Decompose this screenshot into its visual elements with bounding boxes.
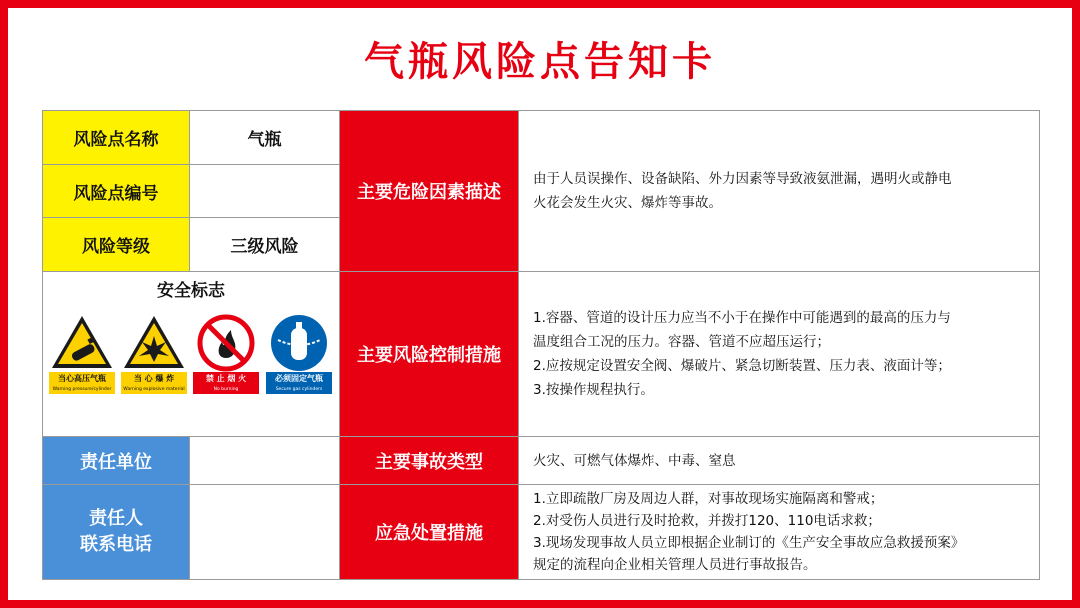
responsible-person-value xyxy=(189,484,340,580)
sign-sublabel: No burning xyxy=(193,386,259,394)
sign-sublabel: Warning pressure/cylinder xyxy=(49,386,115,394)
safety-signs-title: 安全标志 xyxy=(157,281,225,301)
risk-name-value: 气瓶 xyxy=(189,110,340,165)
emergency-line: 规定的流程向企业相关管理人员进行事故报告。 xyxy=(533,557,817,573)
high-pressure-cylinder-warning-icon xyxy=(49,312,115,372)
risk-name-label: 风险点名称 xyxy=(42,110,190,165)
responsible-unit-value xyxy=(189,436,340,485)
accident-type-label: 主要事故类型 xyxy=(339,436,519,485)
emergency-line: 3.现场发现事故人员立即根据企业制订的《生产安全事故应急救援预案》 xyxy=(533,535,965,551)
hazard-label: 主要危险因素描述 xyxy=(339,110,519,272)
hazard-line: 火花会发生火灾、爆炸等事故。 xyxy=(533,195,722,211)
sign-no-fire xyxy=(193,312,259,394)
no-fire-icon xyxy=(193,312,259,372)
sign-label: 当心高压气瓶 xyxy=(49,372,115,386)
emergency-label: 应急处置措施 xyxy=(339,484,519,580)
sign-secure-cylinder xyxy=(266,312,332,394)
control-line: 温度组合工况的压力。容器、管道不应超压运行； xyxy=(533,334,830,350)
sign-label: 必须固定气瓶 xyxy=(266,372,332,386)
emergency-measures xyxy=(518,484,1040,580)
card-title: 气瓶风险点告知卡 xyxy=(364,39,716,85)
risk-level-label: 风险等级 xyxy=(42,217,190,272)
control-line: 1.容器、管道的设计压力应当不小于在操作中可能遇到的最高的压力与 xyxy=(533,310,951,326)
risk-code-value xyxy=(189,164,340,218)
hazard-line: 由于人员误操作、设备缺陷、外力因素等导致液氨泄漏，遇明火或静电 xyxy=(533,171,952,187)
sign-sublabel: Warning explosive material xyxy=(121,386,187,394)
control-line: 3.按操作规程执行。 xyxy=(533,382,654,398)
sign-label: 当 心 爆 炸 xyxy=(121,372,187,386)
control-measures xyxy=(518,271,1040,437)
responsible-unit-label: 责任单位 xyxy=(42,436,190,485)
responsible-person-label-line1: 责任人 xyxy=(89,508,143,529)
emergency-line: 1.立即疏散厂房及周边人群，对事故现场实施隔离和警戒； xyxy=(533,491,884,507)
emergency-line: 2.对受伤人员进行及时抢救，并拨打120、110电话求救； xyxy=(533,513,881,529)
responsible-person-label-line2: 联系电话 xyxy=(80,534,152,555)
control-line: 2.应按规定设置安全阀、爆破片、紧急切断装置、压力表、液面计等； xyxy=(533,358,951,374)
control-label: 主要风险控制措施 xyxy=(339,271,519,437)
sign-explosion xyxy=(121,312,187,394)
risk-level-value: 三级风险 xyxy=(189,217,340,272)
sign-sublabel: Secure gas cylinders xyxy=(266,386,332,394)
sign-high-pressure xyxy=(49,312,115,394)
accident-type-text: 火灾、可燃气体爆炸、中毒、窒息 xyxy=(533,452,736,469)
explosion-warning-icon xyxy=(121,312,187,372)
risk-code-label: 风险点编号 xyxy=(42,164,190,218)
secure-cylinder-icon xyxy=(266,312,332,372)
accident-type-value xyxy=(518,436,1040,485)
sign-label: 禁 止 烟 火 xyxy=(193,372,259,386)
responsible-person-label xyxy=(42,484,190,580)
hazard-description xyxy=(518,110,1040,272)
